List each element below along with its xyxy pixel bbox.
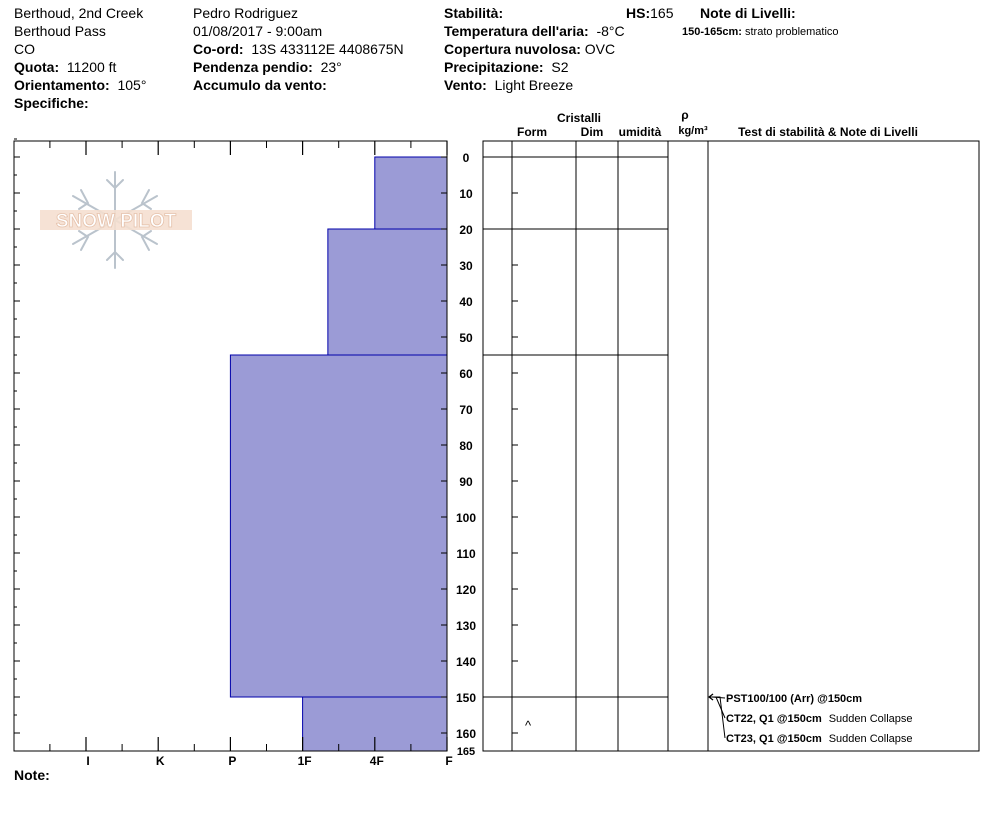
location: Berthoud, 2nd Creek <box>14 5 144 21</box>
tests-header: Test di stabilità & Note di Livelli <box>738 125 918 139</box>
elevation-label: Quota: <box>14 59 60 75</box>
stability-label: Stabilità: <box>444 5 504 21</box>
depth-label-20: 20 <box>459 223 473 237</box>
air-temp-value: -8°C <box>596 23 625 39</box>
layer-bar-0 <box>375 157 447 229</box>
rho-header: ρ <box>681 108 689 122</box>
layer-bar-2 <box>230 355 447 697</box>
state: CO <box>14 41 35 57</box>
depth-label-100: 100 <box>455 511 477 525</box>
slope-value: 23° <box>320 59 342 75</box>
depth-label-150: 150 <box>455 691 477 705</box>
crystal-form-symbol-0: ^ <box>524 718 532 733</box>
depth-label-165: 165 <box>456 746 476 758</box>
dim-header: Dim <box>580 125 604 139</box>
layer-note-text: strato problematico <box>745 26 839 38</box>
hardness-label-I: I <box>86 754 90 768</box>
depth-label-160: 160 <box>455 727 477 741</box>
stability-test-code: PST100/100 (Arr) @150cm <box>726 693 863 705</box>
depth-label-30: 30 <box>459 259 473 273</box>
depth-label-140: 140 <box>455 655 477 669</box>
observer: Pedro Rodriguez <box>193 5 299 21</box>
precip-value: S2 <box>551 59 569 75</box>
moisture-header: umidità <box>618 125 662 139</box>
stability-test-desc: Sudden Collapse <box>828 733 913 745</box>
stability-test-1 <box>726 713 913 725</box>
datetime: 01/08/2017 - 9:00am <box>193 23 323 39</box>
depth-label-60: 60 <box>459 367 473 381</box>
hardness-label-P: P <box>228 754 237 768</box>
depth-label-80: 80 <box>459 439 473 453</box>
air-temp-label: Temperatura dell'aria: <box>444 23 589 39</box>
depth-label-10: 10 <box>459 187 473 201</box>
logo-text: SNOW PILOT <box>55 211 177 232</box>
snowpilot-logo <box>40 172 192 268</box>
aspect-label: Orientamento: <box>14 77 110 93</box>
wind-value: Light Breeze <box>494 77 574 93</box>
coord-label: Co-ord: <box>193 41 244 57</box>
hardness-label-4F: 4F <box>369 754 384 768</box>
stability-test-desc: Sudden Collapse <box>828 713 913 725</box>
hardness-label-F: F <box>445 754 453 768</box>
elevation-value: 11200 ft <box>66 59 117 75</box>
stability-test-0 <box>726 693 862 705</box>
cloud-label: Copertura nuvolosa: <box>444 41 581 57</box>
coord-value: 13S 433112E 4408675N <box>251 41 404 57</box>
hs-label: HS: <box>626 5 651 21</box>
layer-bar-1 <box>328 229 447 355</box>
hs-value: 165 <box>650 5 674 21</box>
form-header: Form <box>517 125 547 139</box>
depth-label-40: 40 <box>459 295 473 309</box>
crystals-header: Cristalli <box>556 111 602 125</box>
cloud-value: OVC <box>584 41 616 57</box>
depth-label-90: 90 <box>459 475 473 489</box>
stability-test-2 <box>726 733 913 745</box>
depth-label-120: 120 <box>455 583 477 597</box>
depth-label-50: 50 <box>459 331 473 345</box>
layer-note-depth: 150-165cm: <box>682 26 742 38</box>
wind-loading-label: Accumulo da vento: <box>193 77 327 93</box>
depth-label-130: 130 <box>455 619 477 633</box>
depth-label-110: 110 <box>456 547 476 561</box>
wind-label: Vento: <box>444 77 487 93</box>
layer-table-frame <box>483 141 979 751</box>
depth-label-0: 0 <box>462 151 470 165</box>
hardness-label-K: K <box>155 754 165 768</box>
layer-notes-label: Note di Livelli: <box>700 5 796 21</box>
test-leader-2 <box>709 697 725 738</box>
density-header: kg/m³ <box>678 125 708 137</box>
precip-label: Precipitazione: <box>444 59 544 75</box>
stability-test-code: CT23, Q1 @150cm <box>726 733 822 745</box>
aspect-value: 105° <box>117 77 147 93</box>
hardness-label-1F: 1F <box>297 754 312 768</box>
specifics-label: Specifiche: <box>14 95 89 111</box>
area: Berthoud Pass <box>14 23 106 39</box>
slope-label: Pendenza pendio: <box>193 59 313 75</box>
note-label: Note: <box>14 767 50 783</box>
depth-label-70: 70 <box>459 403 473 417</box>
stability-test-code: CT22, Q1 @150cm <box>726 713 822 725</box>
